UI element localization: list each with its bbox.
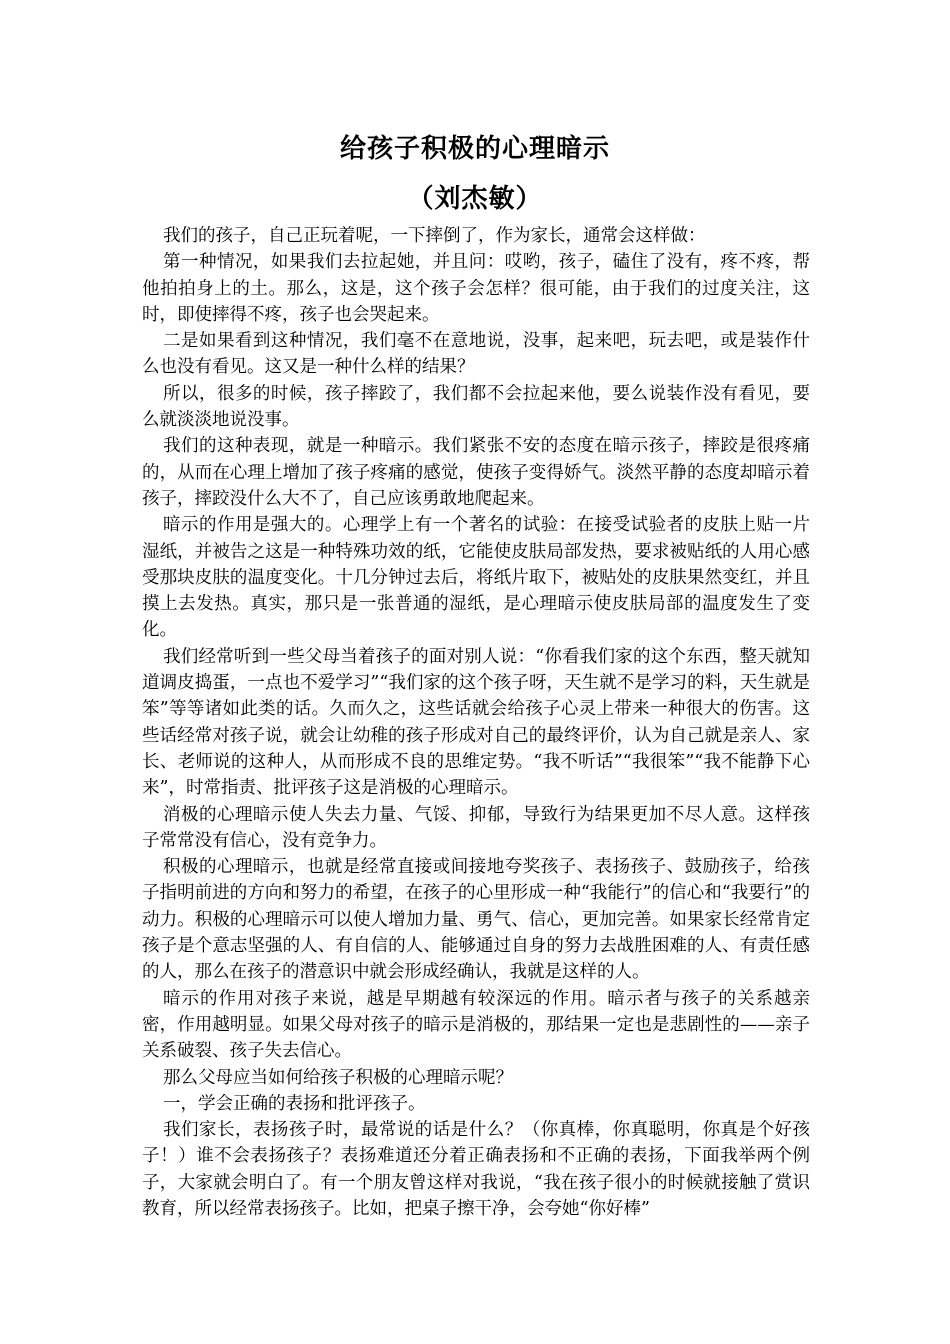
paragraph: 我们家长，表扬孩子时，最常说的话是什么？（你真棒，你真聪明，你真是个好孩子！）谁不会表扬孩子？表扬难道还分着正确表扬和不正确的表扬，下面我举两个例子，大家就会明白了。有一个朋友曾这样对我说，“我在孩子很小的时候就接触了赏识教育，所以经常表扬孩子。比如，把桌子擦干净，会夸她“你好棒” <box>142 1120 810 1219</box>
paragraph: 一，学会正确的表扬和批评孩子。 <box>163 1093 426 1114</box>
paragraph: 暗示的作用是强大的。心理学上有一个著名的试验：在接受试验者的皮肤上贴一片湿纸，并被告之这是一种特殊功效的纸，它能使皮肤局部发热，要求被贴纸的人用心感受那块皮肤的温度变化。十几分钟过去后，将纸片取下，被贴处的皮肤果然变红，并且摸上去发热。真实，那只是一张普通的湿纸，是心理暗示使皮肤局部的温度发生了变化。 <box>142 515 810 641</box>
paragraph: 所以，很多的时候，孩子摔跤了，我们都不会拉起来他，要么说装作没有看见，要么就淡淡地说没事。 <box>142 383 810 431</box>
paragraph: 积极的心理暗示，也就是经常直接或间接地夸奖孩子、表扬孩子、鼓励孩子，给孩子指明前进的方向和努力的希望，在孩子的心里形成一种“我能行”的信心和“我要行”的动力。积极的心理暗示可以使人增加力量、勇气、信心，更加完善。如果家长经常肯定孩子是个意志坚强的人、有自信的人、能够通过自身的努力去战胜困难的人、有责任感的人，那么在孩子的潜意识中就会形成经确认，我就是这样的人。 <box>142 857 810 983</box>
document-body <box>142 223 810 1222</box>
paragraph: 暗示的作用对孩子来说，越是早期越有较深远的作用。暗示者与孩子的关系越亲密，作用越明显。如果父母对孩子的暗示是消极的，那结果一定也是悲剧性的——亲子关系破裂、孩子失去信心。 <box>142 988 810 1062</box>
paragraph: 我们经常听到一些父母当着孩子的面对别人说：“你看我们家的这个东西，整天就知道调皮捣蛋，一点也不爱学习”“我们家的这个孩子呀，天生就不是学习的料，天生就是笨”等等诸如此类的话。久而久之，这些话就会给孩子心灵上带来一种很大的伤害。这些话经常对孩子说，就会让幼稚的孩子形成对自己的最终评价，认为自己就是亲人、家长、老师说的这种人，从而形成不良的思维定势。“我不听话”“我很笨”“我不能静下心来”，时常指责、批评孩子这是消极的心理暗示。 <box>142 646 810 799</box>
paragraph: 消极的心理暗示使人失去力量、气馁、抑郁，导致行为结果更加不尽人意。这样孩子常常没有信心，没有竞争力。 <box>142 804 810 851</box>
paragraph: 二是如果看到这种情况，我们毫不在意地说，没事，起来吧，玩去吧，或是装作什么也没有看见。这又是一种什么样的结果？ <box>142 331 810 378</box>
paragraph: 那么父母应当如何给孩子积极的心理暗示呢？ <box>163 1067 513 1088</box>
paragraph: 第一种情况，如果我们去拉起她，并且问：哎哟，孩子，磕住了没有，疼不疼，帮他拍拍身上的土。那么，这是，这个孩子会怎样？很可能，由于我们的过度关注，这时，即使摔得不疼，孩子也会哭起来。 <box>142 252 810 325</box>
document-title: 给孩子积极的心理暗示 <box>339 134 610 164</box>
document-author: （刘杰敏） <box>407 184 543 214</box>
paragraph: 我们的孩子，自己正玩着呢，一下摔倒了，作为家长，通常会这样做： <box>163 226 706 246</box>
paragraph: 我们的这种表现，就是一种暗示。我们紧张不安的态度在暗示孩子，摔跤是很疼痛的，从而在心理上增加了孩子疼痛的感觉，使孩子变得娇气。淡然平静的态度却暗示着孩子，摔跤没什么大不了，自己应该勇敢地爬起来。 <box>142 436 810 509</box>
